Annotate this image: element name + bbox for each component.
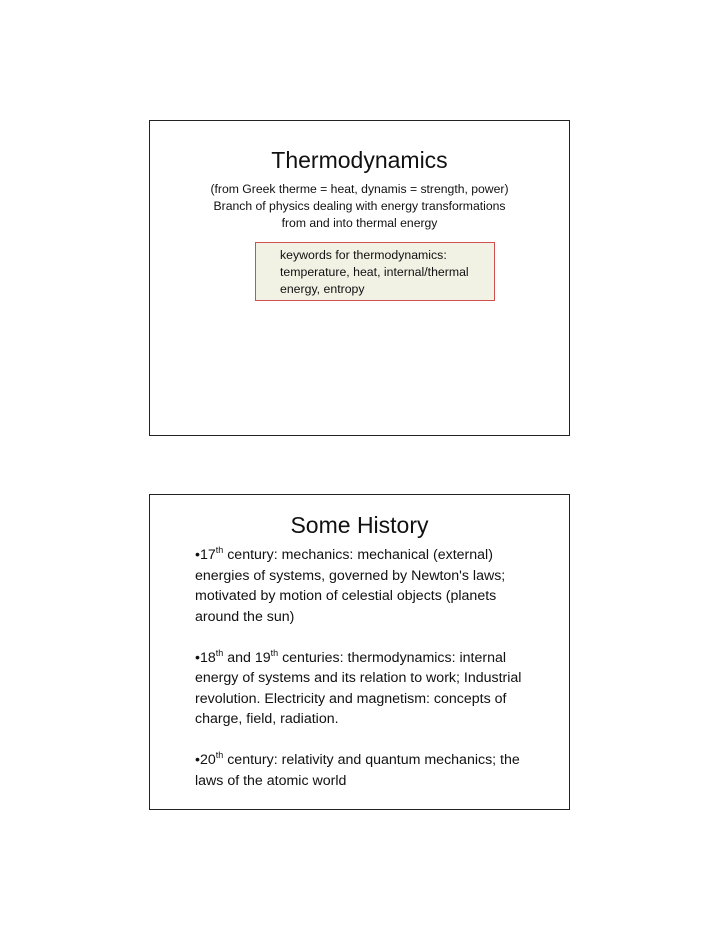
slide-thermodynamics	[149, 120, 570, 436]
history-bullet-18th-19th-centuries	[195, 648, 565, 730]
history-bullet-20th-century	[195, 750, 565, 791]
bullet-line: charge, field, radiation.	[195, 711, 339, 727]
history-bullet-17th-century	[195, 545, 565, 627]
bullet-first-line: •17th century: mechanics: mechanical (external)	[195, 545, 493, 563]
bullet-first-line: •18th and 19th centuries: thermodynamics: internal	[195, 647, 507, 666]
bullet-line: revolution. Electricity and magnetism: concepts of	[195, 690, 507, 707]
slide-title: Thermodynamics	[271, 147, 448, 173]
slide-title: Some History	[290, 512, 429, 538]
bullet-line: laws of the atomic world	[195, 772, 347, 789]
keywords-line: temperature, heat, internal/thermal	[280, 265, 469, 279]
keywords-box	[255, 242, 495, 301]
slide-subtitle	[150, 181, 569, 232]
keywords-line: energy, entropy	[280, 282, 365, 296]
keywords-line: keywords for thermodynamics:	[280, 248, 447, 262]
bullet-line: around the sun)	[195, 608, 295, 625]
subtitle-line: Branch of physics dealing with energy transformations	[213, 199, 506, 213]
subtitle-line: from and into thermal energy	[281, 216, 438, 230]
history-bullet-list	[195, 545, 565, 812]
bullet-line: energies of systems, governed by Newton's laws;	[195, 567, 506, 584]
subtitle-line: (from Greek therme = heat, dynamis = strength, power)	[210, 182, 509, 196]
slide-some-history	[149, 494, 570, 810]
bullet-line: energy of systems and its relation to work; Industrial	[195, 670, 522, 686]
bullet-line: motivated by motion of celestial objects (planets	[195, 588, 497, 604]
bullet-first-line: •20th century: relativity and quantum mechanics; the	[195, 750, 520, 768]
